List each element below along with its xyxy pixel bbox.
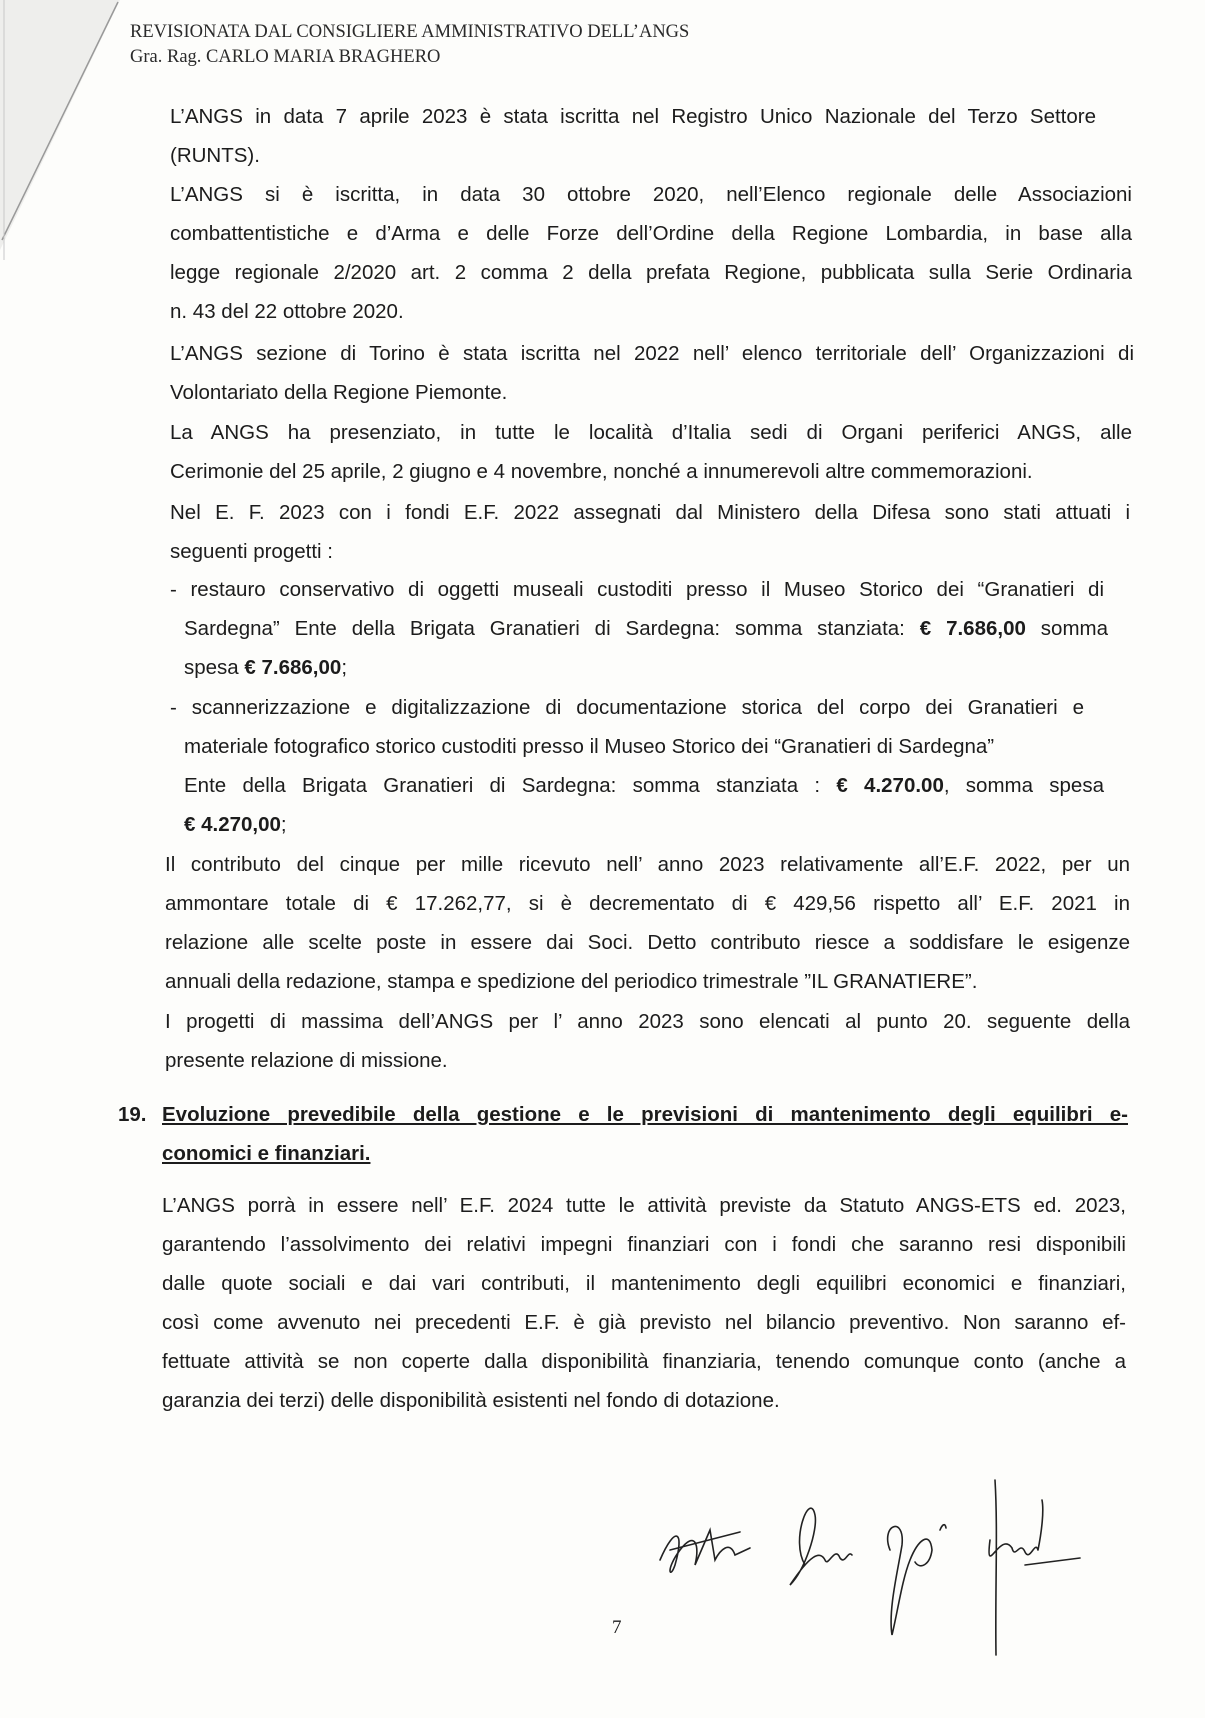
text-line: La ANGS ha presenziato, in tutte le località d’Italia sedi di Organi periferici ANGS, alle — [170, 421, 1132, 444]
text-line: legge regionale 2/2020 art. 2 comma 2 della prefata Regione, pubblicata sulla Serie Ordinaria — [170, 261, 1132, 284]
bullet-scannerizzazione — [170, 688, 1084, 727]
paragraph-progetti-2023 — [165, 1002, 1130, 1080]
text-line: così come avvenuto nei precedenti E.F. è già previsto nel bilancio preventivo. Non saranno ef- — [162, 1311, 1126, 1334]
text-span: ; — [341, 656, 348, 679]
paragraph-runts — [170, 97, 1096, 175]
text-line — [184, 805, 1104, 844]
text-span: , somma spesa — [943, 774, 1104, 797]
page-fold-shadow — [0, 0, 120, 260]
text-span: ; — [280, 813, 287, 836]
paragraph-progetti — [170, 493, 1130, 571]
text-line: garantendo l’assolvimento dei relativi impegni finanziari con i fondi che saranno resi disponibili — [162, 1233, 1126, 1256]
text-line: Il contributo del cinque per mille ricevuto nell’ anno 2023 relativamente all’E.F. 2022, per un — [165, 853, 1130, 876]
amount-stanziata: € 4.270.00 — [836, 774, 944, 797]
section-number: 19. — [118, 1103, 147, 1126]
bullet-scannerizzazione-cont — [184, 727, 1104, 844]
handwritten-signatures — [640, 1470, 1140, 1670]
bullet-restauro — [170, 570, 1104, 609]
paragraph-evoluzione — [162, 1186, 1126, 1420]
paragraph-cerimonie — [170, 413, 1132, 491]
paragraph-torino — [170, 334, 1134, 412]
text-line — [184, 609, 1108, 648]
text-line: I progetti di massima dell’ANGS per l’ anno 2023 sono elencati al punto 20. seguente della — [165, 1010, 1130, 1033]
text-line: relazione alle scelte poste in essere dai Soci. Detto contributo riesce a soddisfare le esigenze — [165, 931, 1130, 954]
text-line: - restauro conservativo di oggetti museali custoditi presso il Museo Storico dei “Granatieri di — [170, 578, 1104, 601]
text-line — [184, 648, 1108, 687]
text-span: somma — [1025, 617, 1108, 640]
text-line: ammontare totale di € 17.262,77, si è decrementato di € 429,56 rispetto all’ E.F. 2021 in — [165, 892, 1130, 915]
text-line: annuali della redazione, stampa e spedizione del periodico trimestrale ”IL GRANATIERE”. — [165, 970, 978, 993]
text-line: seguenti progetti : — [170, 540, 333, 563]
amount-spesa: € 4.270,00 — [184, 813, 281, 836]
text-line: presente relazione di missione. — [165, 1049, 448, 1072]
text-line: (RUNTS). — [170, 144, 260, 167]
bullet-restauro-cont — [184, 609, 1108, 687]
text-line: garanzia dei terzi) delle disponibilità esistenti nel fondo di dotazione. — [162, 1389, 780, 1412]
text-span: Sardegna” Ente della Brigata Granatieri di Sardegna: somma stanziata: — [184, 617, 920, 640]
section-title-line-1: Evoluzione prevedibile della gestione e le previsioni di mantenimento degli equilibri e- — [162, 1103, 1128, 1126]
text-line: materiale fotografico storico custoditi presso il Museo Storico dei “Granatieri di Sardegna” — [184, 735, 995, 758]
text-line: L’ANGS porrà in essere nell’ E.F. 2024 tutte le attività previste da Statuto ANGS-ETS ed. 2023, — [162, 1194, 1126, 1217]
text-line: L’ANGS sezione di Torino è stata iscritta nel 2022 nell’ elenco territoriale dell’ Organizzazioni di — [170, 342, 1134, 365]
page-number: 7 — [612, 1617, 622, 1638]
section-title-line-2: conomici e finanziari. — [162, 1142, 371, 1165]
text-span: spesa — [184, 656, 245, 679]
text-line: n. 43 del 22 ottobre 2020. — [170, 300, 404, 323]
text-line — [184, 766, 1104, 805]
section-title — [162, 1095, 1128, 1173]
text-line: combattentistiche e d’Arma e delle Forze dell’Ordine della Regione Lombardia, in base alla — [170, 222, 1132, 245]
amount-stanziata: € 7.686,00 — [919, 617, 1026, 640]
text-line: Nel E. F. 2023 con i fondi E.F. 2022 assegnati dal Ministero della Difesa sono stati attuati i — [170, 501, 1130, 524]
text-line: dalle quote sociali e dai vari contributi, il mantenimento degli equilibri economici e finanziari, — [162, 1272, 1126, 1295]
text-span: Ente della Brigata Granatieri di Sardegna: somma stanziata : — [184, 774, 837, 797]
text-line: - scannerizzazione e digitalizzazione di documentazione storica del corpo dei Granatieri e — [170, 696, 1084, 719]
stamp-line-2: Gra. Rag. CARLO MARIA BRAGHERO — [130, 47, 441, 67]
paragraph-cinque-per-mille — [165, 845, 1130, 1001]
stamp-line-1: REVISIONATA DAL CONSIGLIERE AMMINISTRATIVO DELL’ANGS — [130, 22, 690, 42]
amount-spesa: € 7.686,00 — [244, 656, 342, 679]
text-line: Volontariato della Regione Piemonte. — [170, 381, 508, 404]
revision-stamp — [130, 20, 689, 70]
text-line: L’ANGS si è iscritta, in data 30 ottobre 2020, nell’Elenco regionale delle Associazioni — [170, 183, 1132, 206]
text-line: Cerimonie del 25 aprile, 2 giugno e 4 novembre, nonché a innumerevoli altre commemorazioni. — [170, 460, 1033, 483]
paragraph-lombardia — [170, 175, 1132, 331]
text-line: L’ANGS in data 7 aprile 2023 è stata iscritta nel Registro Unico Nazionale del Terzo Settore — [170, 105, 1096, 128]
text-line: fettuate attività se non coperte dalla disponibilità finanziaria, tenendo comunque conto (anche a — [162, 1350, 1126, 1373]
